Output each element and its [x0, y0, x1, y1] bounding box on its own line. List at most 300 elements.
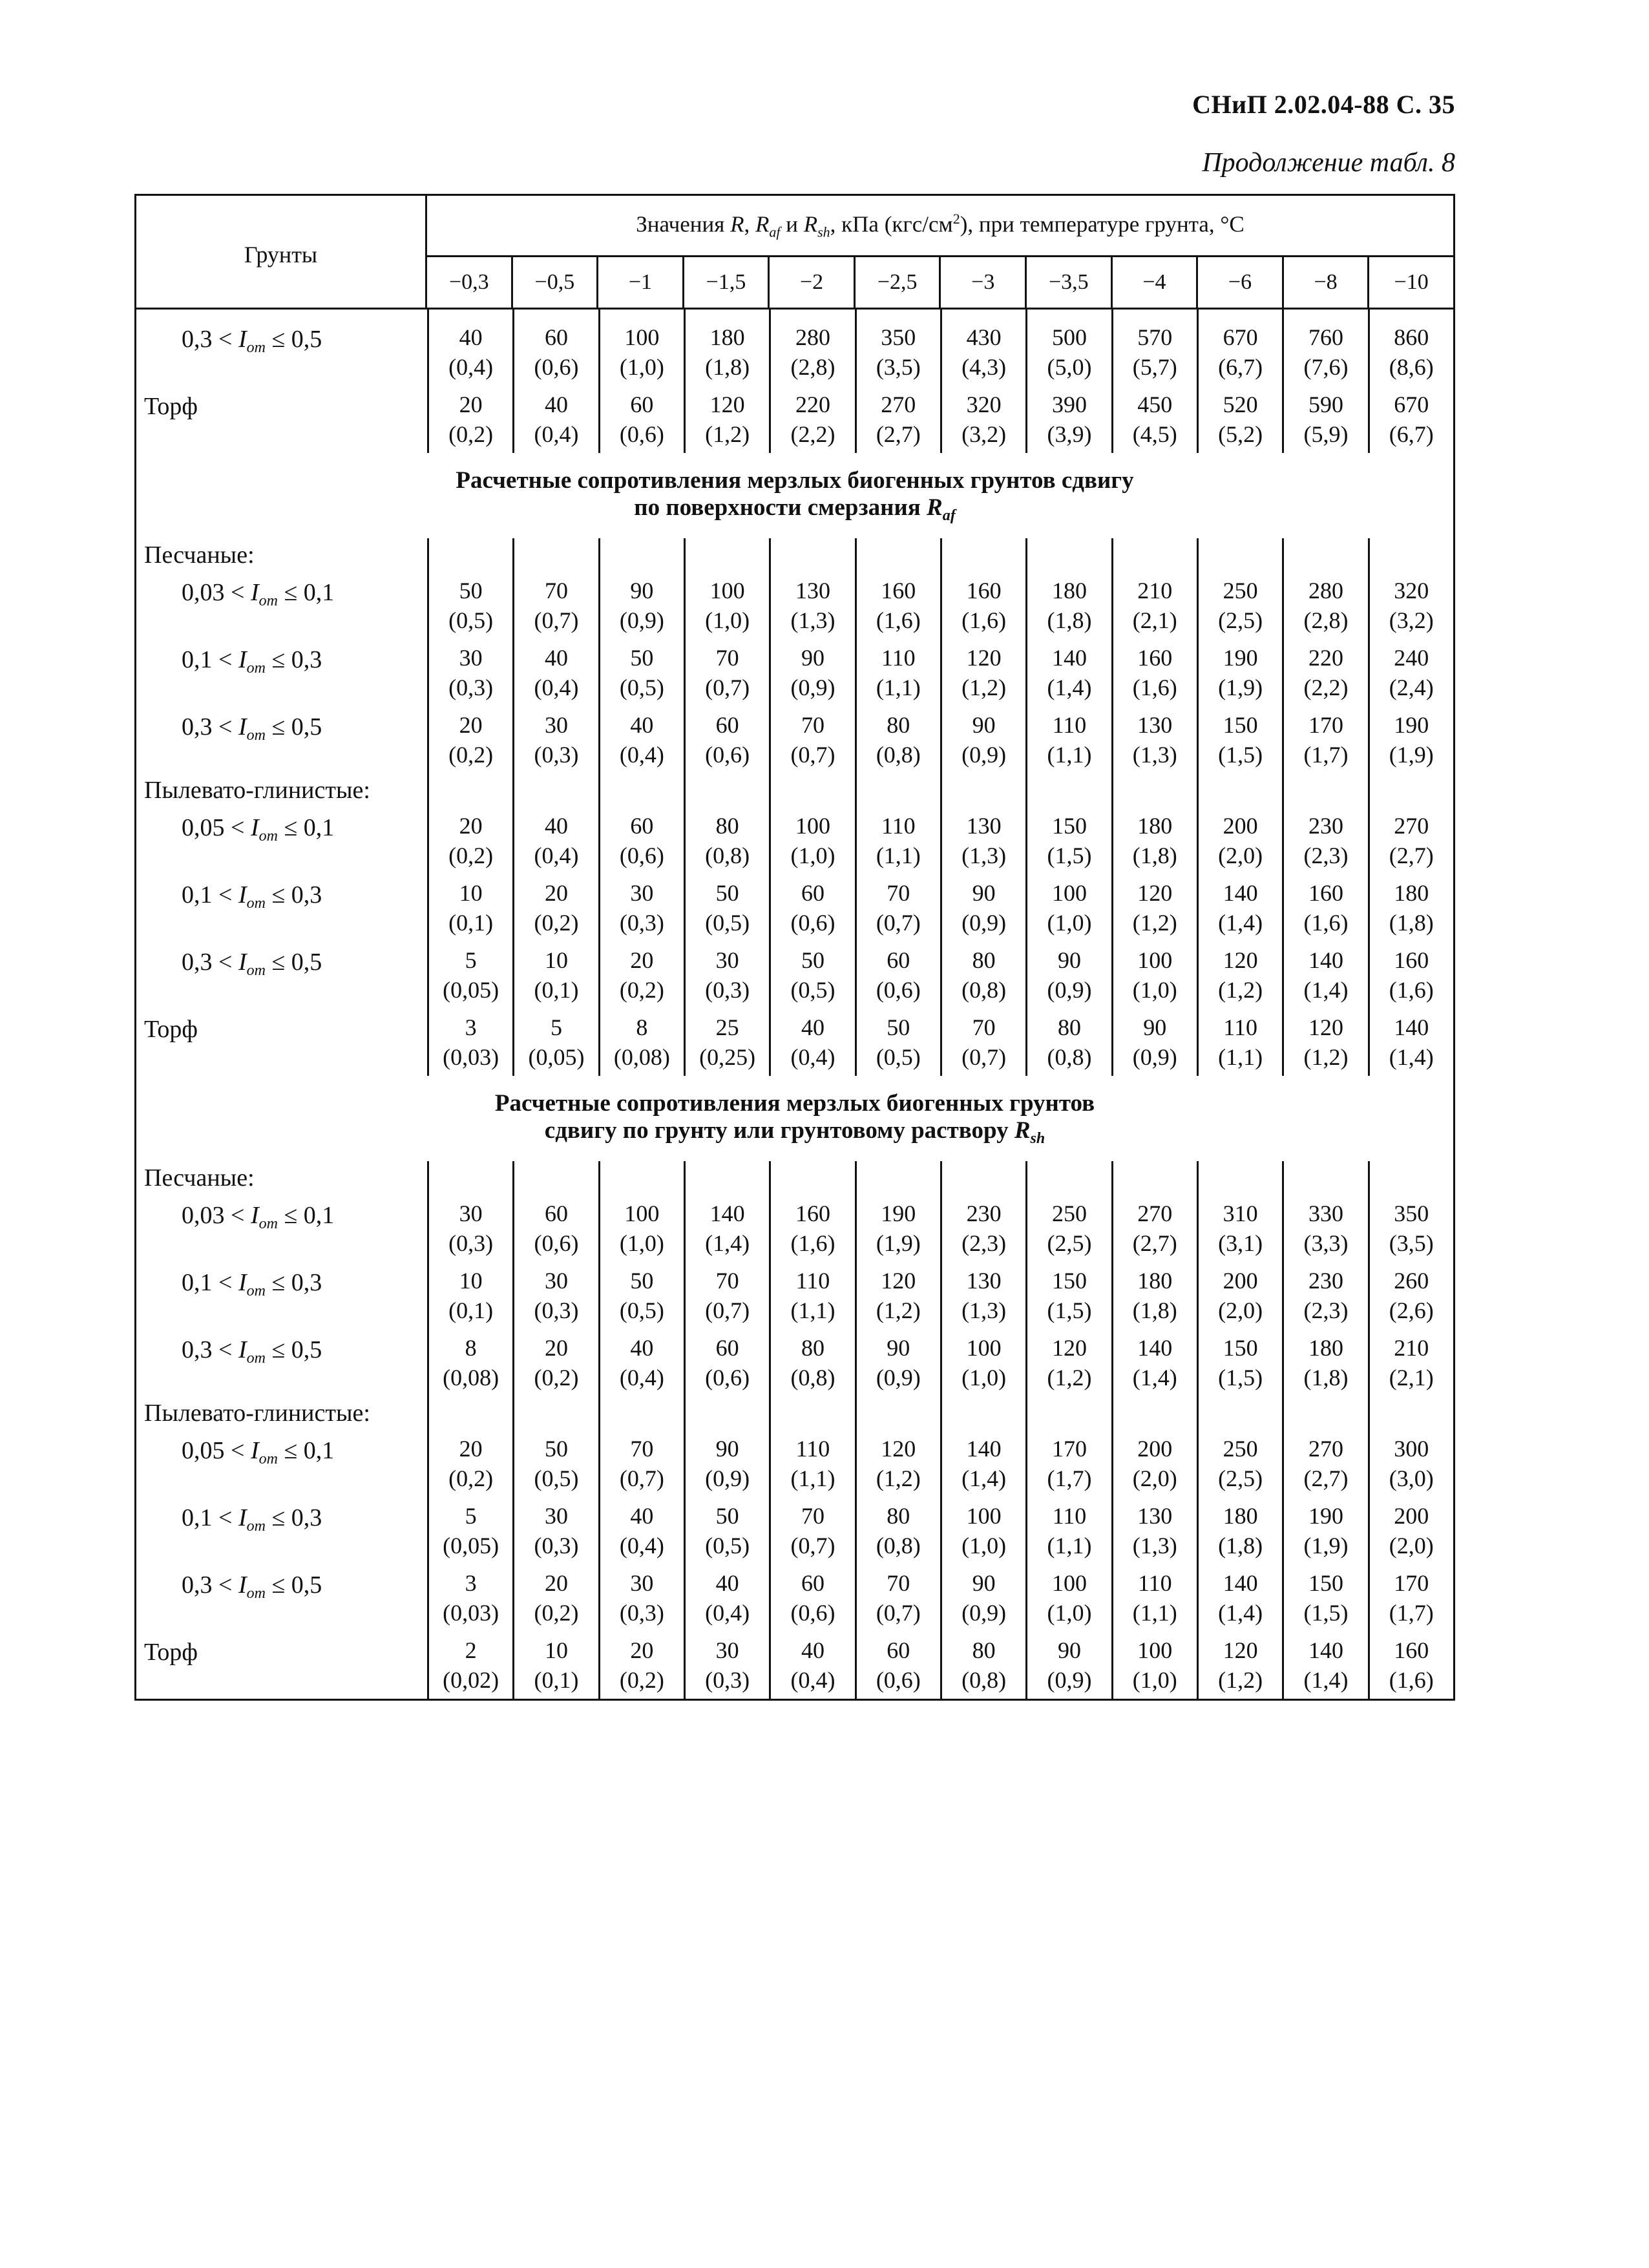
value-kpa: 20 — [459, 813, 483, 839]
value-kpa: 10 — [544, 1637, 568, 1663]
row-label: $0,03 < I_{от} \le 0,1$ — [182, 579, 335, 609]
value-kpa: 570 — [1137, 324, 1173, 350]
value-kpa: 150 — [1308, 1570, 1343, 1596]
value-cell — [1111, 572, 1197, 639]
value-cell — [1368, 1632, 1453, 1699]
value-kpa: 180 — [1137, 813, 1173, 839]
value-kpa: 100 — [709, 578, 745, 604]
value-cell — [769, 874, 854, 941]
table-row — [136, 386, 1453, 453]
value-kgf: (2,3) — [1303, 1297, 1349, 1323]
value-cell — [769, 941, 854, 1009]
value-kgf: (1,3) — [961, 1297, 1007, 1323]
value-cell — [855, 807, 940, 874]
value-kgf: (1,0) — [790, 843, 835, 868]
value-kgf: (0,2) — [448, 742, 494, 768]
value-cell — [940, 386, 1025, 453]
value-kpa: 120 — [709, 392, 745, 417]
value-kpa: 170 — [1051, 1436, 1087, 1462]
value-kgf: (0,3) — [448, 675, 494, 700]
value-kpa: 160 — [1394, 947, 1429, 973]
value-cell — [855, 941, 940, 1009]
empty-cell — [512, 1161, 598, 1195]
value-kgf: (1,4) — [705, 1230, 750, 1256]
value-cell — [684, 1009, 769, 1076]
value-cell — [855, 1009, 940, 1076]
temperature-header-cell: −2,5 — [856, 257, 941, 308]
value-cell — [1111, 941, 1197, 1009]
value-cell — [598, 319, 684, 386]
value-cell — [427, 874, 512, 941]
value-kgf: (2,2) — [1303, 675, 1349, 700]
table-row — [136, 706, 1453, 773]
value-kpa: 170 — [1308, 712, 1343, 738]
row-spacer — [136, 310, 1453, 319]
value-cell — [1025, 1632, 1111, 1699]
value-kgf: (0,9) — [705, 1465, 750, 1491]
value-cell — [684, 1564, 769, 1632]
row-label: $0,3 < I_{от} \le 0,5$ — [182, 326, 322, 356]
value-cell — [427, 1564, 512, 1632]
value-kpa: 40 — [544, 813, 568, 839]
value-kgf: (1,3) — [1132, 742, 1177, 768]
value-cell — [598, 1497, 684, 1564]
empty-cell — [769, 1161, 854, 1195]
value-kpa: 250 — [1223, 1436, 1258, 1462]
value-kgf: (1,4) — [1132, 1365, 1177, 1391]
table-row — [136, 1632, 1453, 1699]
value-kpa: 10 — [459, 880, 483, 906]
caption-text: Значения R, $R_{af}$ и $R_{sh}$, кПа $(кгс/см^2)$, при температуре грунта, °С — [636, 210, 1245, 240]
value-kpa: 30 — [544, 712, 568, 738]
value-cell — [1111, 1632, 1197, 1699]
value-kpa: 230 — [1308, 813, 1343, 839]
value-kgf: (2,2) — [790, 421, 835, 447]
value-cell — [855, 1564, 940, 1632]
value-cell — [940, 1632, 1025, 1699]
table-row — [136, 1497, 1453, 1564]
value-cell — [1282, 386, 1367, 453]
value-cell — [940, 874, 1025, 941]
value-kpa: 140 — [1051, 645, 1087, 671]
value-cell — [1197, 1262, 1282, 1329]
value-kpa: 120 — [1051, 1335, 1087, 1361]
value-kpa: 100 — [624, 1201, 660, 1226]
value-kpa: 110 — [1052, 712, 1087, 738]
value-kgf: (0,6) — [534, 1230, 579, 1256]
value-cell — [1111, 874, 1197, 941]
value-kgf: (8,6) — [1389, 354, 1434, 380]
value-kpa: 80 — [972, 947, 996, 973]
value-kgf: (0,6) — [790, 1600, 835, 1626]
value-kpa: 20 — [459, 712, 483, 738]
empty-cell — [855, 773, 940, 807]
value-kpa: 190 — [1223, 645, 1258, 671]
value-kgf: (1,1) — [876, 843, 921, 868]
section-title — [136, 453, 1453, 538]
value-kgf: (1,9) — [1389, 742, 1434, 768]
value-kgf: (2,5) — [1218, 1465, 1263, 1491]
empty-cell — [769, 1396, 854, 1430]
value-kpa: 100 — [1051, 880, 1087, 906]
value-kpa: 860 — [1394, 324, 1429, 350]
value-kgf: (1,5) — [1218, 742, 1263, 768]
page-header-doc-ref: СНиП 2.02.04-88 С. 35 — [1192, 90, 1455, 119]
value-cell — [512, 386, 598, 453]
value-kpa: 60 — [715, 1335, 739, 1361]
value-cell — [684, 319, 769, 386]
value-cell — [1282, 1564, 1367, 1632]
value-kpa: 90 — [972, 712, 996, 738]
value-cell — [769, 639, 854, 706]
value-kgf: (2,8) — [790, 354, 835, 380]
value-cell — [1197, 319, 1282, 386]
value-kgf: (2,0) — [1389, 1533, 1434, 1559]
value-kpa: 270 — [1394, 813, 1429, 839]
value-kgf: (1,8) — [1218, 1533, 1263, 1559]
value-kpa: 90 — [801, 645, 824, 671]
value-kpa: 120 — [1137, 880, 1173, 906]
group-heading: Песчаные: — [144, 1164, 255, 1192]
value-kpa: 60 — [801, 1570, 824, 1596]
value-cell — [1368, 1262, 1453, 1329]
value-cell — [1368, 1564, 1453, 1632]
empty-cell — [1111, 1396, 1197, 1430]
value-kgf: (2,7) — [1132, 1230, 1177, 1256]
value-kgf: (0,5) — [534, 1465, 579, 1491]
value-kgf: (2,5) — [1047, 1230, 1092, 1256]
value-cell — [427, 1497, 512, 1564]
value-kpa: 80 — [972, 1637, 996, 1663]
value-kpa: 20 — [544, 880, 568, 906]
value-kgf: (1,5) — [1047, 1297, 1092, 1323]
temperature-header-cell: −3 — [941, 257, 1027, 308]
empty-cell — [427, 310, 512, 319]
value-cell — [1282, 1329, 1367, 1396]
value-kpa: 140 — [709, 1201, 745, 1226]
value-cell — [1197, 1430, 1282, 1497]
value-kgf: (1,2) — [876, 1465, 921, 1491]
value-cell — [427, 386, 512, 453]
value-cell — [1111, 1195, 1197, 1262]
value-kgf: (1,2) — [876, 1297, 921, 1323]
value-cell — [427, 1262, 512, 1329]
value-cell — [1111, 807, 1197, 874]
value-kgf: (0,9) — [961, 910, 1007, 936]
value-cell — [1368, 874, 1453, 941]
value-cell — [1111, 1564, 1197, 1632]
value-kpa: 100 — [624, 324, 660, 350]
value-kgf: (0,6) — [705, 742, 750, 768]
value-cell — [684, 807, 769, 874]
value-kgf: (3,2) — [1389, 607, 1434, 633]
value-kpa: 90 — [1057, 947, 1081, 973]
value-cell — [1368, 807, 1453, 874]
value-kgf: (2,0) — [1218, 1297, 1263, 1323]
value-kpa: 130 — [795, 578, 830, 604]
value-kpa: 5 — [465, 947, 477, 973]
table-row — [136, 1564, 1453, 1632]
empty-cell — [598, 1161, 684, 1195]
value-kpa: 30 — [630, 880, 654, 906]
value-kgf: (1,0) — [961, 1533, 1007, 1559]
value-kgf: (0,4) — [619, 1365, 664, 1391]
value-kpa: 150 — [1223, 712, 1258, 738]
value-cell — [1025, 1195, 1111, 1262]
value-cell — [1282, 1632, 1367, 1699]
value-kgf: (0,2) — [619, 1667, 664, 1693]
empty-cell — [1368, 310, 1453, 319]
value-kgf: (2,7) — [876, 421, 921, 447]
value-kgf: (0,9) — [1132, 1044, 1177, 1070]
value-cell — [1282, 941, 1367, 1009]
value-kgf: (0,05) — [443, 977, 499, 1003]
value-kgf: (0,2) — [448, 421, 494, 447]
empty-cell — [598, 773, 684, 807]
value-kgf: (1,3) — [1132, 1533, 1177, 1559]
empty-cell — [855, 1396, 940, 1430]
value-kpa: 150 — [1051, 1268, 1087, 1294]
value-kpa: 350 — [1394, 1201, 1429, 1226]
value-cell — [512, 1564, 598, 1632]
value-kgf: (1,1) — [1047, 742, 1092, 768]
value-kpa: 30 — [459, 1201, 483, 1226]
value-cell — [855, 572, 940, 639]
value-cell — [427, 1329, 512, 1396]
value-kpa: 130 — [1137, 712, 1173, 738]
value-kgf: (2,7) — [1303, 1465, 1349, 1491]
value-kpa: 5 — [465, 1503, 477, 1529]
value-kpa: 120 — [1223, 947, 1258, 973]
value-kpa: 40 — [544, 392, 568, 417]
section-title-line: Расчетные сопротивления мерзлых биогенных грунтов сдвигу — [456, 467, 1134, 494]
value-cell — [1111, 1009, 1197, 1076]
empty-cell — [1282, 1161, 1367, 1195]
empty-cell — [512, 310, 598, 319]
value-kgf: (1,2) — [1047, 1365, 1092, 1391]
value-cell — [598, 1195, 684, 1262]
value-cell — [1111, 386, 1197, 453]
value-kpa: 160 — [966, 578, 1002, 604]
section-title-line: по поверхности смерзания $R_{af}$ — [634, 494, 956, 524]
value-cell — [1025, 1009, 1111, 1076]
value-kpa: 60 — [544, 1201, 568, 1226]
value-kgf: (1,8) — [1047, 607, 1092, 633]
value-kpa: 8 — [465, 1335, 477, 1361]
value-cell — [1282, 1195, 1367, 1262]
value-kpa: 20 — [630, 947, 654, 973]
value-kpa: 110 — [881, 645, 916, 671]
section-title-line: Расчетные сопротивления мерзлых биогенных грунтов — [494, 1090, 1095, 1117]
group-heading: Песчаные: — [144, 541, 255, 569]
value-kpa: 2 — [465, 1637, 477, 1663]
value-cell — [427, 1195, 512, 1262]
value-kgf: (1,0) — [1132, 1667, 1177, 1693]
value-cell — [940, 572, 1025, 639]
value-cell — [684, 1262, 769, 1329]
value-kgf: (1,6) — [1389, 1667, 1434, 1693]
empty-cell — [1368, 1161, 1453, 1195]
value-cell — [1282, 1009, 1367, 1076]
value-cell — [769, 1195, 854, 1262]
table-row — [136, 1329, 1453, 1396]
value-cell — [855, 1497, 940, 1564]
value-kpa: 140 — [1308, 1637, 1343, 1663]
value-kpa: 100 — [795, 813, 830, 839]
value-kpa: 50 — [801, 947, 824, 973]
value-kpa: 90 — [630, 578, 654, 604]
value-cell — [1025, 1262, 1111, 1329]
empty-cell — [1282, 1396, 1367, 1430]
value-cell — [598, 1262, 684, 1329]
value-cell — [427, 941, 512, 1009]
value-kgf: (0,8) — [876, 742, 921, 768]
value-kgf: (1,4) — [1218, 910, 1263, 936]
empty-cell — [1111, 1161, 1197, 1195]
value-kpa: 80 — [1057, 1014, 1081, 1040]
value-kpa: 50 — [459, 578, 483, 604]
value-kpa: 20 — [630, 1637, 654, 1663]
value-kpa: 40 — [715, 1570, 739, 1596]
value-kpa: 90 — [972, 880, 996, 906]
value-cell — [1197, 572, 1282, 639]
value-kpa: 50 — [715, 880, 739, 906]
value-kpa: 30 — [459, 645, 483, 671]
value-kgf: (1,9) — [1303, 1533, 1349, 1559]
value-cell — [684, 941, 769, 1009]
value-cell — [598, 706, 684, 773]
value-kpa: 230 — [1308, 1268, 1343, 1294]
value-kpa: 3 — [465, 1570, 477, 1596]
empty-cell — [598, 538, 684, 572]
value-cell — [427, 639, 512, 706]
value-cell — [512, 639, 598, 706]
value-kgf: (6,7) — [1389, 421, 1434, 447]
value-kpa: 500 — [1051, 324, 1087, 350]
value-kgf: (3,1) — [1218, 1230, 1263, 1256]
value-kpa: 110 — [1137, 1570, 1172, 1596]
value-cell — [1111, 1262, 1197, 1329]
value-kpa: 90 — [715, 1436, 739, 1462]
value-kpa: 160 — [1308, 880, 1343, 906]
value-kpa: 60 — [544, 324, 568, 350]
value-kpa: 180 — [1051, 578, 1087, 604]
temperature-header-cell: −1 — [598, 257, 684, 308]
value-cell — [512, 319, 598, 386]
value-cell — [684, 706, 769, 773]
value-cell — [1197, 706, 1282, 773]
value-kgf: (3,3) — [1303, 1230, 1349, 1256]
value-kgf: (0,2) — [448, 843, 494, 868]
table-row — [136, 319, 1453, 386]
value-kgf: (0,05) — [528, 1044, 585, 1070]
value-kpa: 20 — [459, 1436, 483, 1462]
empty-cell — [769, 310, 854, 319]
value-kpa: 350 — [881, 324, 916, 350]
value-cell — [598, 1009, 684, 1076]
value-kgf: (0,9) — [790, 675, 835, 700]
empty-cell — [1368, 1396, 1453, 1430]
value-kgf: (0,7) — [876, 1600, 921, 1626]
value-kpa: 130 — [966, 1268, 1002, 1294]
value-kpa: 25 — [715, 1014, 739, 1040]
value-kpa: 140 — [1308, 947, 1343, 973]
value-kpa: 10 — [544, 947, 568, 973]
empty-cell — [1111, 310, 1197, 319]
value-kpa: 150 — [1051, 813, 1087, 839]
value-kpa: 90 — [1143, 1014, 1167, 1040]
value-kgf: (1,0) — [1047, 910, 1092, 936]
value-kgf: (0,4) — [790, 1044, 835, 1070]
row-label: $0,1 < I_{от} \le 0,3$ — [182, 1504, 322, 1535]
value-cell — [1025, 386, 1111, 453]
value-cell — [1368, 1329, 1453, 1396]
empty-cell — [1197, 538, 1282, 572]
row-label: $0,3 < I_{от} \le 0,5$ — [182, 1571, 322, 1602]
value-cell — [940, 941, 1025, 1009]
table-body — [136, 310, 1453, 1699]
value-kgf: (1,0) — [961, 1365, 1007, 1391]
value-kgf: (1,1) — [1132, 1600, 1177, 1626]
empty-cell — [1197, 1161, 1282, 1195]
value-kpa: 190 — [1308, 1503, 1343, 1529]
value-kgf: (1,1) — [1047, 1533, 1092, 1559]
table-header — [136, 196, 1453, 310]
empty-cell — [940, 538, 1025, 572]
value-cell — [769, 386, 854, 453]
empty-cell — [684, 773, 769, 807]
empty-cell — [940, 1161, 1025, 1195]
temperature-header-cell: −4 — [1113, 257, 1199, 308]
value-kgf: (3,2) — [961, 421, 1007, 447]
value-cell — [1282, 807, 1367, 874]
value-cell — [1197, 807, 1282, 874]
row-label: $0,1 < I_{от} \le 0,3$ — [182, 646, 322, 677]
value-kpa: 270 — [881, 392, 916, 417]
value-kpa: 60 — [715, 712, 739, 738]
value-kpa: 180 — [1308, 1335, 1343, 1361]
value-kgf: (2,0) — [1218, 843, 1263, 868]
table-row — [136, 572, 1453, 639]
temperature-header-row — [427, 257, 1453, 308]
value-cell — [769, 319, 854, 386]
value-kgf: (0,08) — [613, 1044, 670, 1070]
value-cell — [1197, 386, 1282, 453]
value-cell — [512, 1329, 598, 1396]
section-title — [136, 1076, 1453, 1161]
value-kgf: (1,8) — [1132, 1297, 1177, 1323]
value-kgf: (1,1) — [1218, 1044, 1263, 1070]
value-kpa: 190 — [881, 1201, 916, 1226]
value-kpa: 180 — [1137, 1268, 1173, 1294]
value-cell — [855, 1632, 940, 1699]
value-kgf: (0,8) — [876, 1533, 921, 1559]
value-kpa: 70 — [801, 712, 824, 738]
empty-cell — [769, 538, 854, 572]
value-kgf: (0,03) — [443, 1600, 499, 1626]
value-kpa: 130 — [1137, 1503, 1173, 1529]
empty-cell — [427, 1161, 512, 1195]
value-cell — [1025, 1564, 1111, 1632]
value-kgf: (0,6) — [619, 421, 664, 447]
value-cell — [1025, 807, 1111, 874]
value-cell — [1111, 1430, 1197, 1497]
value-cell — [855, 1329, 940, 1396]
section-title-line: сдвигу по грунту или грунтовому раствору $R_{sh}$ — [544, 1117, 1045, 1147]
value-cell — [769, 1262, 854, 1329]
value-kgf: (1,3) — [961, 843, 1007, 868]
value-kgf: (1,0) — [619, 1230, 664, 1256]
